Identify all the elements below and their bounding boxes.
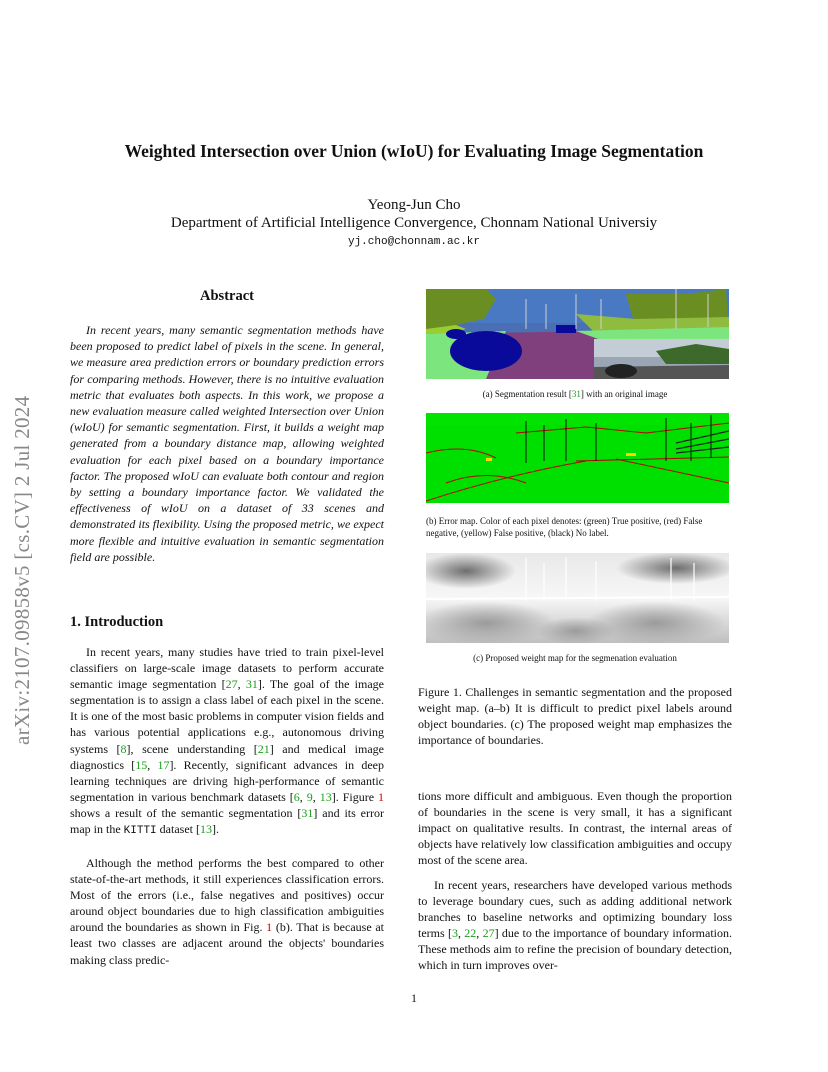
figure-1a-segmentation-image [426, 289, 729, 379]
page-number: 1 [411, 991, 417, 1005]
arxiv-id: arXiv:2107.09858v5 [cs.CV] 2 Jul 2024 [10, 395, 34, 745]
citation-link[interactable]: 9 [306, 789, 313, 804]
figure-link[interactable]: 1 [266, 920, 273, 935]
citation-link[interactable]: 31 [571, 389, 581, 399]
citation-link[interactable]: 27 [225, 677, 238, 692]
citation-link[interactable]: 8 [120, 741, 127, 756]
abstract-text [70, 322, 384, 565]
author-email[interactable]: yj.cho@chonnam.ac.kr [347, 236, 481, 248]
citation-link[interactable]: 15 [135, 757, 148, 772]
citation-link[interactable]: 31 [245, 677, 258, 692]
right-column-paragraph-1: tions more difficult and ambiguous. Even though the proportion of boundaries in the scene is very small, it has a significant impact on qualitative results. In contrast, the internal areas of objects have relatively low classification ambiguities and occupy most of the scene area. [418, 789, 732, 868]
paper-title: Weighted Intersection over Union (wIoU) for Evaluating Image Segmentation [124, 141, 704, 161]
citation-link[interactable]: 13 [199, 822, 212, 837]
citation-link[interactable]: 6 [293, 789, 300, 804]
intro-paragraph-1: In recent years, many studies have tried to train pixel-level classifiers on large-scale image datasets to perform accurate semantic image segmentation [27, 31]. The goal of the image segmentation is to assign a class label of each pixel in the scene. It is one of the most basic problems in computer vision fields and has various potential applications e.g., autonomous driving systems [8], scene understanding [21] and medical image diagnostics [15, 17]. Recently, significant advances in deep learning techniques are driving high-performance of semantic segmentation in various benchmark datasets [6, 9, 13]. Figure 1 shows a result of the semantic segmentation [31] and its error map in the KITTI dataset [13]. [70, 645, 385, 838]
right-column-paragraph-2: In recent years, researchers have developed various methods to leverage boundary cues, such as adding additional network branches to baseline networks and optimizing boundary loss terms [3, 22, 27] due to the importance of boundary information. These methods aim to refine the precision of boundary detection, which in turn improves over- [418, 878, 733, 973]
arxiv-stamp [10, 305, 50, 745]
citation-link[interactable]: 22 [464, 926, 477, 941]
figure-1b-error-map-image [426, 413, 729, 503]
citation-link[interactable]: 17 [157, 757, 170, 772]
intro-paragraph-2: Although the method performs the best compared to other state-of-the-art methods, it still experiences classification errors. Most of the errors (i.e., false negatives and positives) occur around object boundaries due to high classification ambiguities around the boundaries as shown in Fig. 1 (b). That is because at least two classes are adjacent around the objects' boundaries making class predic- [70, 856, 384, 967]
section-heading-introduction: 1. Introduction [70, 614, 164, 630]
citation-link[interactable]: 31 [301, 805, 314, 820]
figure-1c-caption: (c) Proposed weight map for the segmenation evaluation [473, 653, 677, 663]
figure-1-caption: Figure 1. Challenges in semantic segmentation and the proposed weight map. (a–b) It is difficult to predict pixel labels around object boundaries. (c) The proposed weight map emphasizes the importance of boundaries. [418, 685, 732, 748]
author-affiliation: Department of Artificial Intelligence Convergence, Chonnam National Universiy [170, 215, 658, 231]
author-name: Yeong-Jun Cho [367, 197, 461, 213]
citation-link[interactable]: 13 [319, 789, 332, 804]
dataset-name: KITTI [123, 825, 157, 838]
citation-link[interactable]: 3 [451, 926, 458, 941]
citation-link[interactable]: 27 [482, 926, 495, 941]
figure-link[interactable]: 1 [378, 789, 385, 804]
figure-1a-caption: (a) Segmentation result [31] with an original image [482, 389, 668, 399]
abstract-heading: Abstract [200, 288, 254, 304]
figure-1c-weight-map-image [426, 553, 729, 643]
figure-1b-caption: (b) Error map. Color of each pixel denotes: (green) True positive, (red) False negative, (yellow) False positive, (black) No label. [426, 516, 703, 538]
citation-link[interactable]: 21 [257, 741, 270, 756]
abstract-paragraph: In recent years, many semantic segmentation methods have been proposed to predict label of pixels in the scene. In general, we measure area prediction errors or boundary prediction errors for comparing methods. However, there is no intuitive evaluation metric that evaluates both aspects. In this work, we propose a new evaluation measure called weighted Intersection over Union (wIoU) for semantic segmentation. First, it builds a weight map generated from a boundary distance map, allowing weighted evaluation for each pixel based on a boundary importance factor. The proposed wIoU can evaluate both contour and region by setting a boundary importance factor. We validated the effectiveness of wIoU on a dataset of 33 scenes and demonstrated its flexibility. Using the proposed metric, we expect more flexible and intuitive evaluation in semantic segmentation field are possible. [70, 323, 384, 564]
